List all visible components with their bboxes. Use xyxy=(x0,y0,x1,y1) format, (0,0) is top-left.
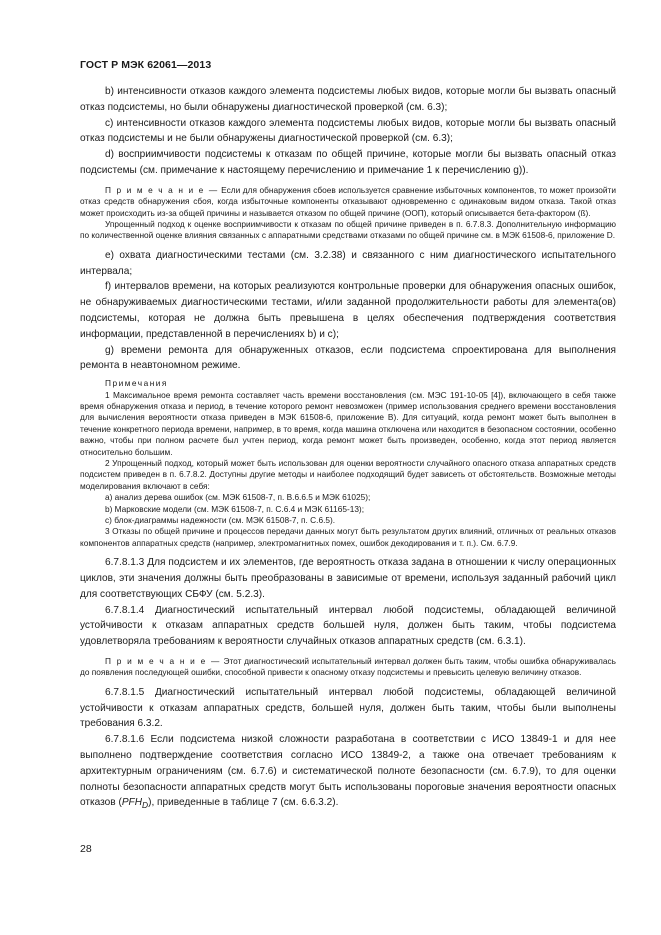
pfh-subscript: D xyxy=(142,800,149,811)
page-body xyxy=(80,84,616,814)
note-2-item-b: b) Марковские модели (см. МЭК 61508-7, п. C.6.4 и МЭК 61165-13); xyxy=(105,503,365,514)
note-2: 2 Упрощенный подход, который может быть использован для оценки вероятности случайного опасного отказа аппаратных средств подсистем приведен в п. 6.7.8.2. Доступны другие методы и наиболее подходящий будет зависеть от обстоятельств. Возможные методы моделирования включают в себя: xyxy=(80,458,616,491)
note-text: Этот диагностический испытательный интервал должен быть таким, чтобы ошибка обнаруживалась до появления последующей ошибки, способной привести к опасному отказу подсистемы и превысить целевую величину отказов. xyxy=(80,656,616,678)
clause-text: 6.7.8.1.6 Если подсистема низкой сложности разработана в соответствии с ИСО 13849-1 и для нее выполнено подтверждение соответствия согласно ИСО 13849-2, а также она отвечает требованиям к архитектурным ограничениям (см. 6.7.6) и систематической полноте безопасности (см. 6.7.9), то для оценки полноты безопасности аппаратных средств могут быть использованы пороговые значения вероятности опасных отказов ( xyxy=(80,734,616,809)
note-common-cause xyxy=(80,185,616,219)
list-item-g: g) времени ремонта для обнаруженных отказов, если подсистема спроектирована для выполнения ремонта в неавтономном режиме. xyxy=(80,344,616,372)
list-item-e: e) охвата диагностическими тестами (см. 3.2.38) и связанного с ним диагностического испытательного интервала; xyxy=(80,249,616,277)
clause-6-7-8-1-4: 6.7.8.1.4 Диагностический испытательный интервал любой подсистемы, обладающей величиной устойчивости к отказам аппаратных средств большей нуля, должен быть таким, чтобы подсистема удовлетворяла требованиям к вероятности случайных отказов аппаратных средств (см. 6.3.1). xyxy=(80,604,616,648)
list-item-b: b) интенсивности отказов каждого элемента подсистемы любых видов, которые могли бы вызвать опасный отказ подсистемы, но были обнаружены диагностической проверкой (см. 6.3); xyxy=(80,86,616,113)
page-number: 28 xyxy=(80,843,92,855)
note-2-item-c: c) блок-диаграммы надежности (см. МЭК 61508-7, п. C.6.5). xyxy=(105,515,336,526)
notes-heading: Примечания xyxy=(105,378,168,389)
clause-6-7-8-1-6 xyxy=(80,732,616,814)
pfh-symbol: PFH xyxy=(121,797,142,809)
note-lead: П р и м е ч а н и е — xyxy=(105,656,221,667)
note-1: 1 Максимальное время ремонта составляет часть времени восстановления (см. МЭС 191-10-05 [4]), включающего в себя также время обнаружения отказа и период, в течение которого ремонт невозможен (пример использования среднего времени восстановления для вычисления вероятности отказа приведен в МЭК 61508-6, приложение B). Для ситуаций, когда ремонт может быть выполнен в течение конкретного периода времени, например, в то время, когда машина отключена или находится в безопасном состоянии, особенно важно, чтобы при полном расчете был учтен период, когда ремонт может быть произведен, особенно, когда этот период является относительно большим. xyxy=(80,389,616,457)
document-header: ГОСТ Р МЭК 62061—2013 xyxy=(80,59,212,71)
list-item-c: c) интенсивности отказов каждого элемента подсистемы любых видов, которые могли бы вызвать опасный отказ подсистемы и не были обнаружены диагностической проверкой (см. 6.3); xyxy=(80,117,616,145)
clause-6-7-8-1-3: 6.7.8.1.3 Для подсистем и их элементов, где вероятность отказа задана в отношении к числу операционных циклов, эти значения должны быть преобразованы в зависимые от времени, используя заданный рабочий цикл для соответствующих СБФУ (см. 5.2.3). xyxy=(80,557,616,600)
list-item-f: f) интервалов времени, на которых реализуются контрольные проверки для обнаружения опасных ошибок, не обнаруживаемых диагностическими тестами, и/или заданной продолжительности работы для элемента(ов) подсистемы, которая не должна быть превышена в целях обеспечения подтверждения соответствия информации, представленной в перечислениях b) и c); xyxy=(80,281,616,340)
clause-text-end: ), приведенные в таблице 7 (см. 6.6.3.2). xyxy=(148,797,339,809)
clause-6-7-8-1-5: 6.7.8.1.5 Диагностический испытательный интервал любой подсистемы, обладающей величиной устойчивости к отказам аппаратных средств, большей нуля, должен быть таким, чтобы были выполнены требования 6.3.2. xyxy=(80,686,616,730)
note-2-item-a: a) анализ дерева ошибок (см. МЭК 61508-7, п. B.6.6.5 и МЭК 61025); xyxy=(105,492,371,503)
list-item-d: d) восприимчивости подсистемы к отказам по общей причине, которые могли бы вызвать опасный отказ подсистемы (см. примечание к настоящему перечислению и примечание 1 к перечислению g)). xyxy=(80,149,616,176)
note-3: 3 Отказы по общей причине и процессов передачи данных могут быть результатом других влияний, отличных от реальных отказов компонентов аппаратных средств (например, электромагнитных помех, ошибок декодирования и т. п.). См. 6.7.9. xyxy=(80,526,616,548)
note-text: Если для обнаружения сбоев используется сравнение избыточных компонентов, то может произойти отказ средств обнаружения сбоя, когда избыточные компоненты отказывают одновременно с одинаковым видом отказа. Такой отказ может происходить из-за общей причины и называется отказом по общей причине (ООП), который описывается бета-фактором (ß). xyxy=(80,184,616,218)
note-simplified-approach: Упрощенный подход к оценке восприимчивости к отказам по общей причине приведен в п. 6.7.8.3. Дополнительную информацию по количественной оценке влияния связанных с аппаратными средствами отказами по общей причине см. в МЭК 61508-6, приложение D. xyxy=(80,219,616,241)
note-lead: П р и м е ч а н и е — xyxy=(105,184,219,195)
note-diagnostic-interval xyxy=(80,656,616,679)
